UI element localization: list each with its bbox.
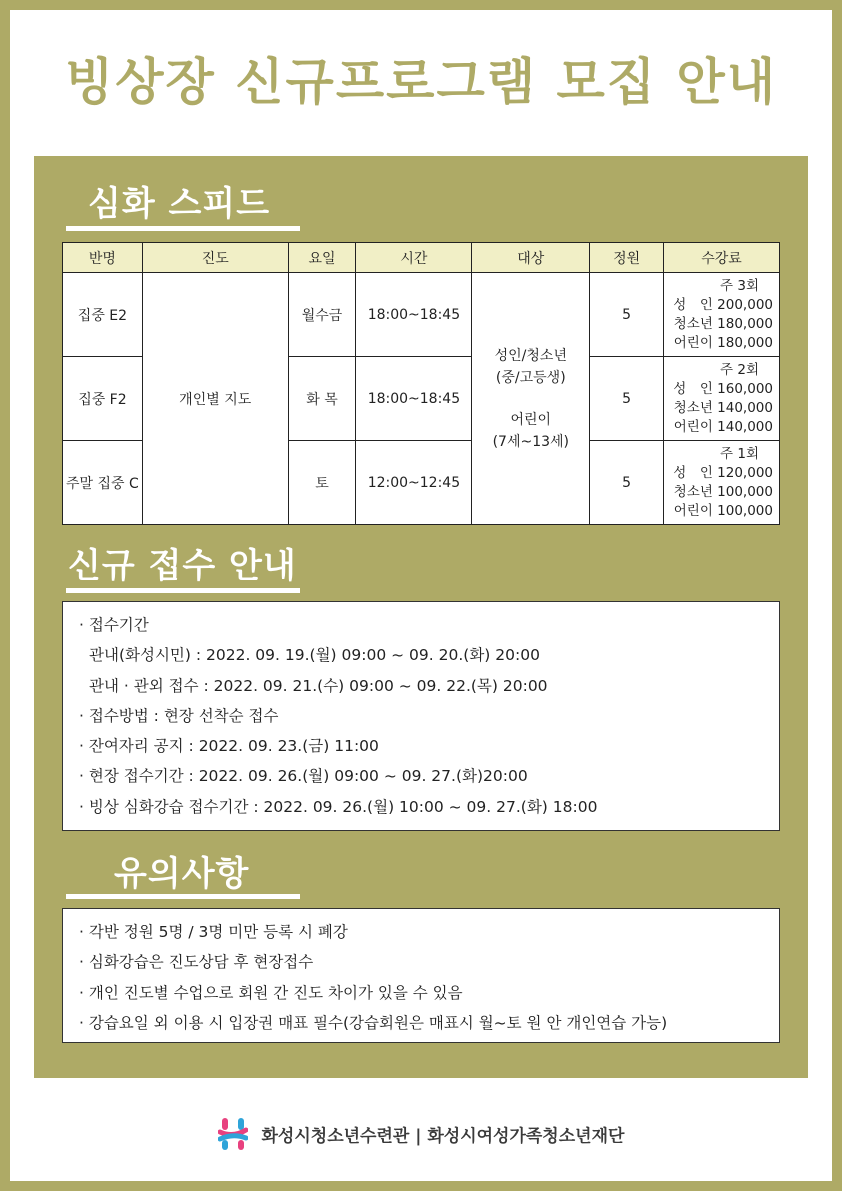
class-name-cell: 집중 E2 xyxy=(63,273,143,357)
column-header: 진도 xyxy=(142,243,288,273)
footer-organizations: 화성시청소년수련관 | 화성시여성가족청소년재단 xyxy=(261,1126,625,1147)
section-underline xyxy=(66,226,300,231)
fee-line: 성 인 120,000 xyxy=(673,464,773,481)
registration-line: · 접수기간 xyxy=(79,616,149,634)
target-cell xyxy=(472,273,590,525)
time-cell: 12:00~12:45 xyxy=(356,441,472,525)
section-underline xyxy=(66,894,300,899)
schedule-table xyxy=(62,242,780,525)
column-header: 대상 xyxy=(472,243,590,273)
section-underline xyxy=(66,588,300,593)
capacity-cell: 5 xyxy=(590,273,664,357)
column-header: 요일 xyxy=(288,243,356,273)
registration-line: 관내 · 관외 접수 : 2022. 09. 21.(수) 09:00 ~ 09. 22.(목) 20:00 xyxy=(89,676,548,695)
registration-line: · 접수방법 : 현장 선착순 접수 xyxy=(79,706,279,725)
time-cell: 18:00~18:45 xyxy=(356,357,472,441)
registration-line: · 빙상 심화강습 접수기간 : 2022. 09. 26.(월) 10:00 ~ 09. 27.(화) 18:00 xyxy=(79,797,598,816)
registration-line: · 잔여자리 공지 : 2022. 09. 23.(금) 11:00 xyxy=(79,737,379,756)
fee-line: 어린이 180,000 xyxy=(673,334,773,351)
fee-frequency: 주 2회 xyxy=(720,361,759,378)
note-line: · 각반 정원 5명 / 3명 미만 등록 시 폐강 xyxy=(79,923,348,941)
fee-line: 청소년 140,000 xyxy=(673,399,773,416)
days-cell: 화 목 xyxy=(288,357,356,441)
section-title-notes: 유의사항 xyxy=(114,854,250,894)
note-line: · 개인 진도별 수업으로 회원 간 진도 차이가 있을 수 있음 xyxy=(79,983,463,1002)
fee-line: 어린이 140,000 xyxy=(673,418,773,435)
target-line: (중/고등생) xyxy=(495,369,566,386)
note-line: · 심화강습은 진도상담 후 현장접수 xyxy=(79,953,314,972)
fee-line: 어린이 100,000 xyxy=(673,502,773,519)
capacity-cell: 5 xyxy=(590,441,664,525)
column-header: 수강료 xyxy=(664,243,780,273)
capacity-cell: 5 xyxy=(590,357,664,441)
section-title-speed: 심화 스피드 xyxy=(88,184,271,224)
registration-box xyxy=(62,601,780,831)
fee-cell xyxy=(664,273,780,357)
registration-line: · 현장 접수기간 : 2022. 09. 26.(월) 09:00 ~ 09. 27.(화)20:00 xyxy=(79,767,528,786)
progress-cell: 개인별 지도 xyxy=(142,273,288,525)
notes-box xyxy=(62,908,780,1043)
fee-frequency: 주 1회 xyxy=(720,445,759,462)
time-cell: 18:00~18:45 xyxy=(356,273,472,357)
column-header: 정원 xyxy=(590,243,664,273)
column-header: 반명 xyxy=(63,243,143,273)
class-name-cell: 주말 집중 C xyxy=(63,441,143,525)
table-header-row xyxy=(63,243,780,273)
days-cell: 월수금 xyxy=(288,273,356,357)
foundation-logo-icon xyxy=(218,1116,248,1152)
section-title-registration: 신규 접수 안내 xyxy=(68,546,297,586)
column-header: 시간 xyxy=(356,243,472,273)
page-title: 빙상장 신규프로그램 모집 안내 xyxy=(64,53,778,111)
fee-line: 성 인 160,000 xyxy=(673,380,773,397)
fee-frequency: 주 3회 xyxy=(720,277,759,294)
days-cell: 토 xyxy=(288,441,356,525)
fee-line: 성 인 200,000 xyxy=(673,296,773,313)
fee-cell xyxy=(664,441,780,525)
target-line: (7세~13세) xyxy=(492,433,570,450)
class-name-cell: 집중 F2 xyxy=(63,357,143,441)
target-line: 성인/청소년 xyxy=(494,347,567,364)
target-line xyxy=(472,389,589,409)
fee-line: 청소년 100,000 xyxy=(673,483,773,500)
fee-line: 청소년 180,000 xyxy=(673,315,773,332)
note-line: · 강습요일 외 이용 시 입장권 매표 필수(강습회원은 매표시 월~토 원 안 개인연습 가능) xyxy=(79,1013,668,1032)
fee-cell xyxy=(664,357,780,441)
target-line: 어린이 xyxy=(510,411,552,428)
registration-line: 관내(화성시민) : 2022. 09. 19.(월) 09:00 ~ 09. 20.(화) 20:00 xyxy=(89,646,540,665)
footer xyxy=(0,1116,842,1152)
table-row xyxy=(63,273,780,357)
